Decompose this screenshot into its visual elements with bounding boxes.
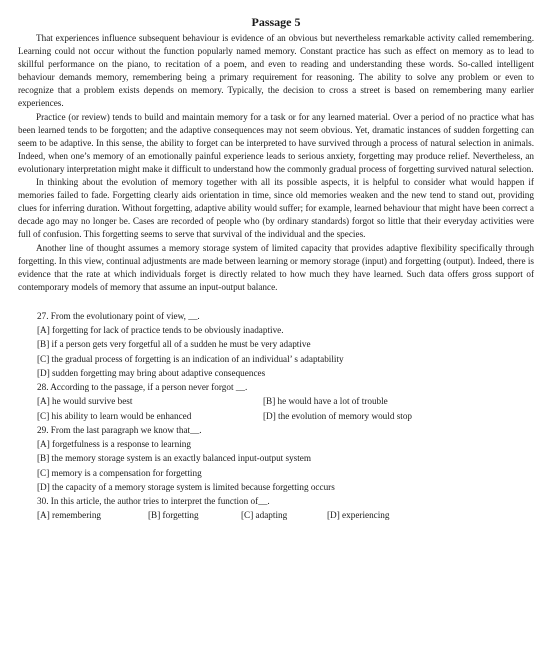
option-c: [C] adapting — [241, 510, 288, 521]
option-b: [B] the memory storage system is an exactly balanced input-output system — [37, 453, 312, 464]
option-a: [A] he would survive best — [37, 396, 133, 407]
option-row — [37, 508, 534, 522]
question-stem: 29. From the last paragraph we know that__. — [37, 424, 202, 435]
option-row — [37, 409, 534, 423]
option-b: [B] he would have a lot of trouble — [263, 396, 388, 407]
option-c: [C] his ability to learn would be enhanced — [37, 410, 192, 421]
option-d: [D] sudden forgetting may bring about adaptive consequences — [37, 367, 266, 378]
passage-paragraph-4: Another line of thought assumes a memory storage system of limited capacity that provides adaptive flexibility specifically through forgetting. In this view, continual adjustments are made between learning or memory storage (input) and forgetting (output). Indeed, there is evidence that the rate at which individuals forget is directly related to how much they have learned. Such data offers gross support of contemporary models of memory that assume an input-output balance. — [18, 242, 534, 292]
question-29 — [37, 423, 534, 494]
option-a: [A] forgetting for lack of practice tends to be obviously inadaptive. — [37, 325, 284, 336]
question-list — [18, 309, 534, 523]
question-28 — [37, 380, 534, 423]
passage-paragraph-2: Practice (or review) tends to build and maintain memory for a task or for any learned material. Over a period of no practice what has been learned tends to be forgotten; and the adaptive consequences may not seem obvious. Yet, dramatic instances of sudden forgetting can seem to be adaptive. In this sense, the ability to forget can be interpreted to have survived through a process of natural selection in animals. Indeed, when one’s memory of an emotionally painful experience leads to serious anxiety, forgetting may produce relief. Nevertheless, an evolutionary interpretation might make it difficult to understand how the commonly gradual process of forgetting survived natural selection. — [18, 111, 534, 174]
option-a: [A] remembering — [37, 510, 102, 521]
question-stem: 28. According to the passage, if a person never forgot __. — [37, 382, 248, 393]
option-d: [D] experiencing — [327, 510, 390, 521]
option-d: [D] the capacity of a memory storage system is limited because forgetting occurs — [37, 481, 335, 492]
question-stem: 30. In this article, the author tries to interpret the function of__. — [37, 496, 270, 507]
question-stem: 27. From the evolutionary point of view, __. — [37, 310, 200, 321]
passage-paragraph-3: In thinking about the evolution of memory together with all its possible aspects, it is helpful to consider what would happen if memories failed to fade. Forgetting clearly aids orientation in time, since old memories weaken and the new tend to stand out, providing clues for inferring duration. Without forgetting, adaptive ability would suffer; for example, learned behaviour that might have been correct a decade ago may no longer be. Cases are recorded of people who (by ordinary standards) forgot so little that their everyday activities were full of confusion. This forgetting seems to serve that survival of the individual and the species. — [18, 177, 534, 240]
option-b: [B] forgetting — [148, 510, 199, 521]
option-c: [C] the gradual process of forgetting is an indication of an individual’ s adaptability — [37, 353, 344, 364]
option-row — [37, 394, 534, 408]
passage-title: Passage 5 — [251, 15, 301, 29]
option-c: [C] memory is a compensation for forgetting — [37, 467, 202, 478]
question-30 — [37, 494, 534, 523]
option-a: [A] forgetfulness is a response to learning — [37, 439, 191, 450]
option-b: [B] if a person gets very forgetful all of a sudden he must be very adaptive — [37, 339, 311, 350]
passage-paragraph-1: That experiences influence subsequent behaviour is evidence of an obvious but nevertheless remarkable activity called remembering. Learning could not occur without the function popularly named memory. Constant practice has such as effect on memory as to lead to skillful performance on the piano, to recitation of a poem, and even to reading and understanding these words. So-called intelligent behaviour demands memory, remembering being a primary requirement for reasoning. The ability to solve any problem or even to recognize that a problem exists depends on memory. Typically, the decision to cross a street is based on remembering many earlier experiences. — [18, 33, 534, 109]
question-27 — [37, 309, 534, 380]
option-d: [D] the evolution of memory would stop — [263, 410, 413, 421]
